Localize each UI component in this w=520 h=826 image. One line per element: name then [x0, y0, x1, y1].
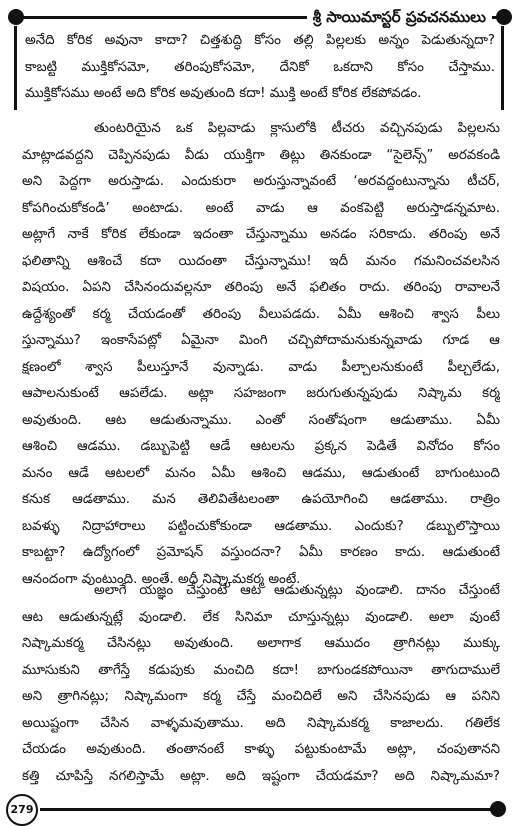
text-line: ఆశించి ఆడము. డబ్బుపెట్టి ఆడే ఆటలను ప్రక్కన పెడితే వినోదం కోసం	[22, 439, 500, 454]
text-line: కాబట్టి ముక్తికోసమో, తరింపుకోసమో, దేనికో ఒకదాని కోసం చేస్తాము.	[25, 59, 495, 75]
footer-right-dot	[490, 801, 506, 817]
page-number: 279	[6, 794, 38, 826]
text-line: కనుక ఆడతాము. మన తెలివితేటలంతా ఉపయోగించి ఆడతాము. రాత్రిం	[22, 492, 500, 507]
text-line: బవళ్ళు నిద్రాహారాలు పట్టించుకోకుండా ఆడతాము. ఎందుకు? డబ్బులొస్తాయి	[22, 518, 500, 534]
footer-rule	[40, 808, 496, 811]
text-line: ఆపాలనుకుంటే ఆపలేడు. అట్లా సహజంగా జరుగుతున్నపుడు నిష్కామ కర్మ	[22, 386, 500, 401]
text-line: ఆనందంగా వుంటుంది. అంతే. అదీ నిష్కామకర్మ అంటే.	[22, 571, 301, 587]
text-line: అని త్రాగినట్లు; నిష్కామంగా కర్మ చేస్తే మంచిదిలే అని చేసినపుడు ఆ పనిని	[22, 689, 500, 704]
text-line: తుంటరియైన ఒక పిల్లవాడు క్లాసులోకి టీచరు వచ్చినపుడు పిల్లలను	[94, 121, 500, 136]
text-line: క్షణంలో శ్వాస పీలుస్తూనే వున్నాడు. వాడు పీల్చాలనుకుంటే పీల్చలేడు,	[22, 359, 500, 375]
paragraph-2	[22, 578, 500, 790]
text-line: చేయడం అవుతుంది. తంతానంటే కాళ్ళు పట్టుకుంటామే అట్లా, చంపుతానని	[22, 742, 500, 757]
text-line: మాట్లాడవద్దని చెప్పినపుడు వీడు యుక్తిగా తిట్లు తినకుండా “సైలెన్స్” అరవకండి	[22, 147, 500, 163]
text-line: అవుతుంది. ఆట ఆడుతున్నాము. ఎంతో సంతోషంగా ఆడుతాము. ఏమీ	[22, 412, 500, 428]
text-line: కోపగించుకోకండి’ అంటాడు. అంటే వాడు ఆ వంకపెట్టి అరుస్తాడన్నమాట.	[22, 200, 500, 216]
text-line: విషయం. ఏపని చేసినందువల్లనూ తరింపు అనే ఫలితం రాదు. తరింపు రావాలనే	[22, 280, 500, 295]
header-left-dot	[8, 9, 24, 25]
text-line: ఫలితాన్ని ఆశించే కదా యిదంతా చేస్తున్నాము! ఇదీ మనం గమనించవలసిన	[22, 253, 500, 269]
text-line: స్తున్నాము? ఇంకాసేపట్లో ఏమైనా మింగి చచ్చిపోదామనుకున్నవాడు గూడ ఆ	[22, 333, 500, 348]
text-line: మనం ఆడే ఆటలలో మనం ఏమీ ఆశించి ఆడము, ఆడుతుంటే బాగుంటుంది	[22, 465, 500, 481]
text-line: ముక్తికోసము అంటే అది కోరిక అవుతుంది కదా! ముక్తి అంటే కోరిక లేకపోవడం.	[25, 86, 422, 101]
text-line: అనేది కోరిక అవునా కాదా? చిత్తశుద్ధి కోసం తల్లి పిల్లలకు అన్నం పెడుతున్నదా?	[25, 33, 495, 48]
text-line: అట్లాగే నాకే కోరిక లేకుండా ఇదంతా చేస్తున్నాము అనడం సరికాదు. తరింపు అనే	[22, 227, 500, 242]
text-line: ఉద్దేశ్యంతో కర్మ చేయడంతో తరింపు వీలుపడదు. ఏమీ ఆశించి శ్వాస పీలు	[22, 306, 500, 322]
text-line: అని పెద్దగా అరుస్తాడు. ఎందుకురా అరుస్తున్నావంటే ‘అరవద్దంటున్నాను టీచర్,	[22, 174, 500, 189]
text-line: నిష్కామకర్మ చేసినట్లు అవుతుంది. అలాగాక ఆముదం త్రాగినట్లు ముక్కు	[22, 636, 500, 651]
running-head-title: శ్రీ సాయిమాస్టర్ ప్రవచనములు	[307, 4, 492, 30]
text-line: మూసుకుని తాగేస్తే కడుపుకు మంచిది కదా! బాగుండకపోయినా తాగుదాములే	[22, 662, 500, 678]
text-line: అలాగే యజ్ఞం చేస్తుంటే ఆట ఆడుతున్నట్లు వుండాలి. దానం చేస్తుంటే	[94, 583, 500, 598]
text-line: ఆట ఆడుతున్నట్లే వుండాలి. లేక సినిమా చూస్తున్నట్లు వుండాలి. అలా వుంటే	[22, 609, 500, 625]
header-right-dot	[496, 9, 512, 25]
text-line: కత్తి చూపిస్తే నగలిస్తామే అట్లా. అది ఇష్టంగా చేయడమా? అది నిష్కామమా?	[22, 768, 500, 784]
text-line: కాబట్టా? ఉద్యోగంలో ప్రమోషన్ వస్తుందనా? ఏమీ కారణం కాదు. ఆడుతుంటే	[22, 545, 500, 560]
text-line: అయిష్టంగా చేసిన వాళ్ళమవుతాము. అది నిష్కామకర్మ కాజాలదు. గతిలేక	[22, 715, 500, 731]
paragraph-1	[22, 116, 500, 593]
continued-paragraph	[14, 26, 504, 110]
